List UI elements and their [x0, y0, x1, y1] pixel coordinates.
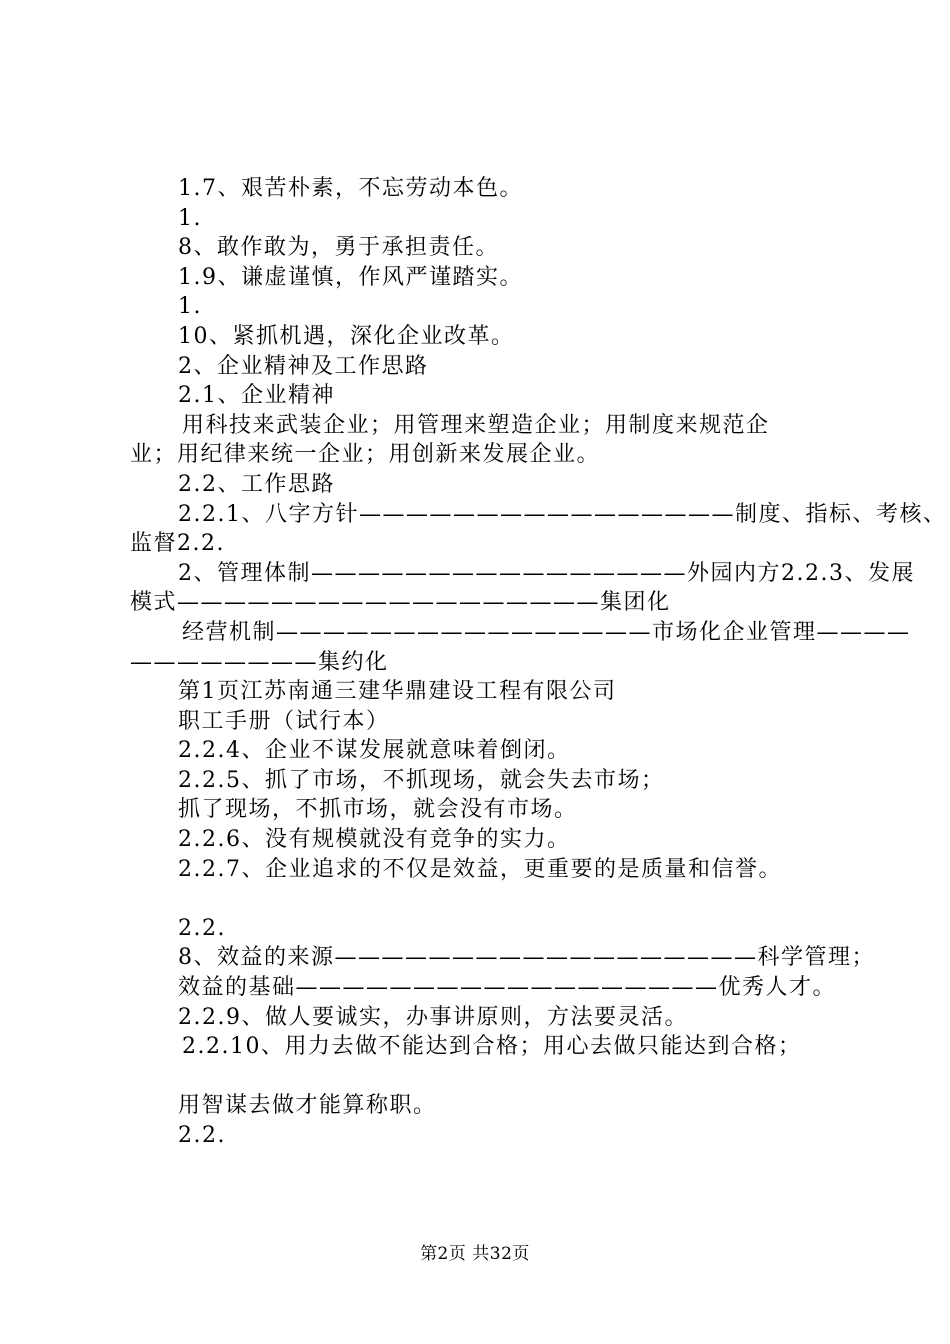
text-line: 业；用纪律来统一企业；用创新来发展企业。 — [130, 442, 601, 468]
text-line: 抓了现场，不抓市场，就会没有市场。 — [178, 797, 578, 823]
blank-line — [130, 1062, 835, 1092]
text-line: 2.2.7、企业追求的不仅是效益，更重要的是质量和信誉。 — [178, 856, 782, 882]
text-line: 1. — [178, 205, 202, 231]
text-line: 2.2、工作思路 — [178, 471, 335, 497]
text-line: 经营机制————————————————市场化企业管理———— — [182, 619, 911, 645]
text-line: 第1页江苏南通三建华鼎建设工程有限公司 — [178, 679, 617, 705]
page-footer: 第2页 共32页 — [420, 1244, 530, 1264]
text-line: 2.2.9、做人要诚实，办事讲原则，方法要灵活。 — [178, 1004, 688, 1030]
text-line: 8、效益的来源——————————————————科学管理； — [178, 945, 875, 971]
text-line: 10、紧抓机遇，深化企业改革。 — [178, 323, 515, 349]
document-body — [130, 174, 947, 1151]
text-line: 2、管理体制————————————————外园内方2.2.3、发展 — [178, 560, 915, 586]
text-line: 2.2. — [178, 1123, 226, 1148]
text-line: ————————集约化 — [130, 649, 389, 675]
text-line: 2.2.4、企业不谋发展就意味着倒闭。 — [178, 738, 571, 764]
text-line: 1.7、艰苦朴素，不忘劳动本色。 — [178, 176, 523, 201]
text-line: 用科技来武装企业；用管理来塑造企业；用制度来规范企 — [182, 412, 770, 438]
text-line: 用智谋去做才能算称职。 — [178, 1093, 437, 1119]
text-line: 1.9、谦虚谨慎，作风严谨踏实。 — [178, 264, 523, 290]
text-line: 2.2.5、抓了市场，不抓现场，就会失去市场； — [178, 767, 665, 793]
blank-line — [130, 884, 835, 914]
text-line: 1. — [178, 294, 202, 320]
text-line: 2.2.6、没有规模就没有竞争的实力。 — [178, 827, 571, 853]
text-line: 2.2. — [178, 915, 226, 941]
text-line: 2、企业精神及工作思路 — [178, 353, 429, 379]
text-line: 2.2.10、用力去做不能达到合格；用心去做只能达到合格； — [182, 1034, 802, 1060]
text-line: 2.1、企业精神 — [178, 383, 335, 409]
text-line: 模式——————————————————集团化 — [130, 590, 671, 616]
text-line: 2.2.1、八字方针————————————————制度、指标、考核、 — [178, 501, 947, 527]
text-line: 监督2.2. — [130, 531, 225, 557]
text-line: 8、敢作敢为，勇于承担责任。 — [178, 235, 499, 261]
text-line: 职工手册（试行本） — [178, 708, 390, 734]
text-line: 效益的基础——————————————————优秀人才。 — [178, 975, 837, 1001]
